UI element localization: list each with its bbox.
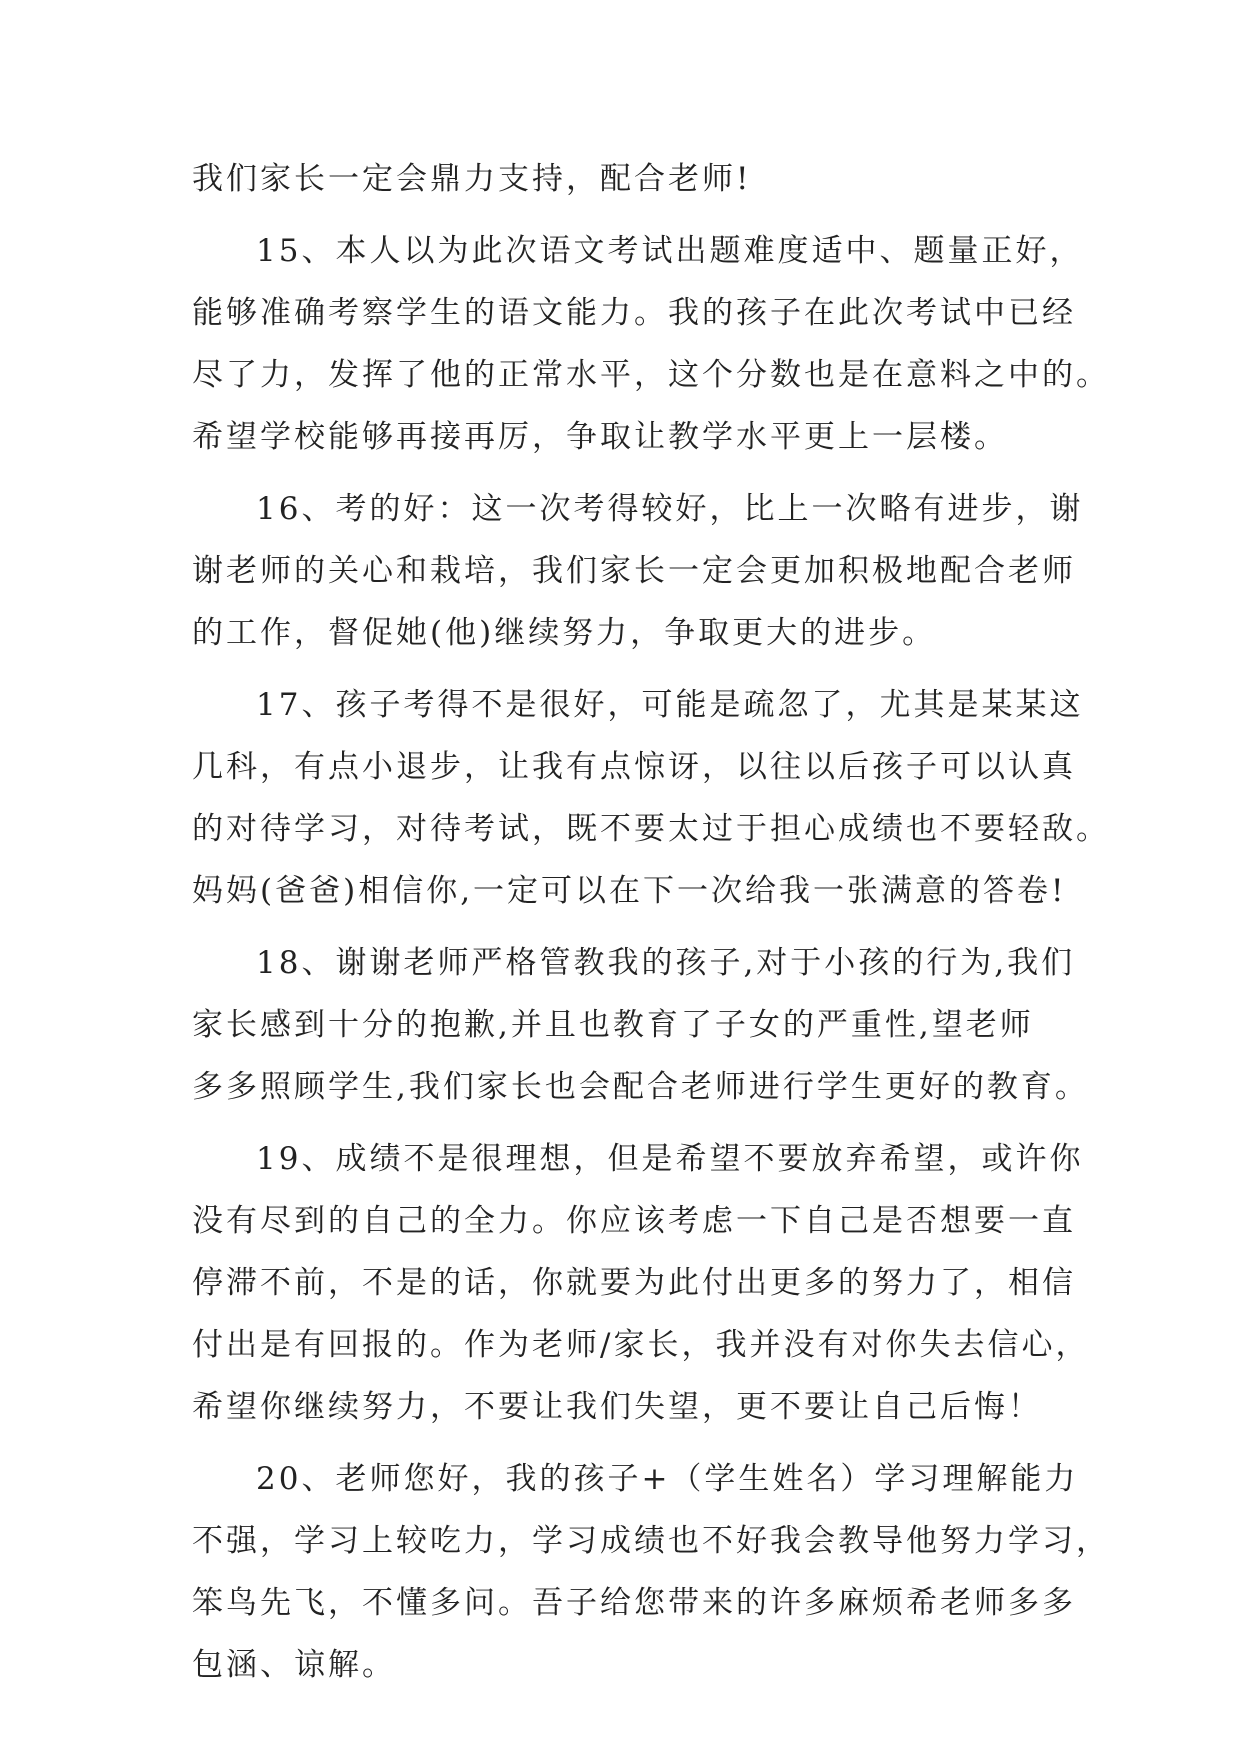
paragraph-first-line: 17、孩子考得不是很好，可能是疏忽了，尤其是某某这 bbox=[256, 687, 1084, 723]
paragraph-gap bbox=[192, 468, 1062, 478]
paragraph-gap bbox=[192, 210, 1062, 220]
paragraph-first-line: 16、考的好：这一次考得较好，比上一次略有进步，谢 bbox=[256, 491, 1084, 527]
text-line: 包涵、谅解。 bbox=[192, 1647, 396, 1683]
text-line: 没有尽到的自己的全力。你应该考虑一下自己是否想要一直 bbox=[192, 1203, 1076, 1239]
paragraph-gap bbox=[192, 1118, 1062, 1128]
paragraph-gap bbox=[192, 664, 1062, 674]
paragraph-gap bbox=[192, 1438, 1062, 1448]
text-line: 希望学校能够再接再厉，争取让教学水平更上一层楼。 bbox=[192, 419, 1008, 455]
text-line: 的工作，督促她(他)继续努力，争取更大的进步。 bbox=[192, 615, 937, 651]
text-line: 笨鸟先飞，不懂多问。吾子给您带来的许多麻烦希老师多多 bbox=[192, 1585, 1076, 1621]
text-line: 的对待学习，对待考试，既不要太过于担心成绩也不要轻敌。 bbox=[192, 811, 1110, 847]
paragraph-first-line: 19、成绩不是很理想，但是希望不要放弃希望，或许你 bbox=[256, 1141, 1084, 1177]
text-line: 希望你继续努力，不要让我们失望，更不要让自己后悔！ bbox=[192, 1389, 1042, 1425]
text-line: 家长感到十分的抱歉,并且也教育了子女的严重性,望老师 bbox=[192, 1007, 1034, 1043]
text-line: 谢老师的关心和栽培，我们家长一定会更加积极地配合老师 bbox=[192, 553, 1076, 589]
text-line: 不强，学习上较吃力，学习成绩也不好我会教导他努力学习， bbox=[192, 1523, 1110, 1559]
text-line: 多多照顾学生,我们家长也会配合老师进行学生更好的教育。 bbox=[192, 1069, 1089, 1105]
text-line: 几科，有点小退步，让我有点惊讶，以往以后孩子可以认真 bbox=[192, 749, 1076, 785]
text-line: 妈妈(爸爸)相信你,一定可以在下一次给我一张满意的答卷! bbox=[192, 873, 1067, 909]
text-line: 停滞不前，不是的话，你就要为此付出更多的努力了，相信 bbox=[192, 1265, 1076, 1301]
text-line: 付出是有回报的。作为老师/家长，我并没有对你失去信心， bbox=[192, 1327, 1090, 1363]
document-body bbox=[192, 148, 1110, 1696]
text-line: 我们家长一定会鼎力支持，配合老师! bbox=[192, 161, 752, 197]
paragraph-first-line: 18、谢谢老师严格管教我的孩子,对于小孩的行为,我们 bbox=[256, 945, 1076, 981]
paragraph-first-line: 15、本人以为此次语文考试出题难度适中、题量正好， bbox=[256, 233, 1084, 269]
text-line: 能够准确考察学生的语文能力。我的孩子在此次考试中已经 bbox=[192, 295, 1076, 331]
paragraph-gap bbox=[192, 922, 1062, 932]
text-line: 尽了力，发挥了他的正常水平，这个分数也是在意料之中的。 bbox=[192, 357, 1110, 393]
paragraph-first-line: 20、老师您好，我的孩子+（学生姓名）学习理解能力 bbox=[256, 1461, 1079, 1497]
